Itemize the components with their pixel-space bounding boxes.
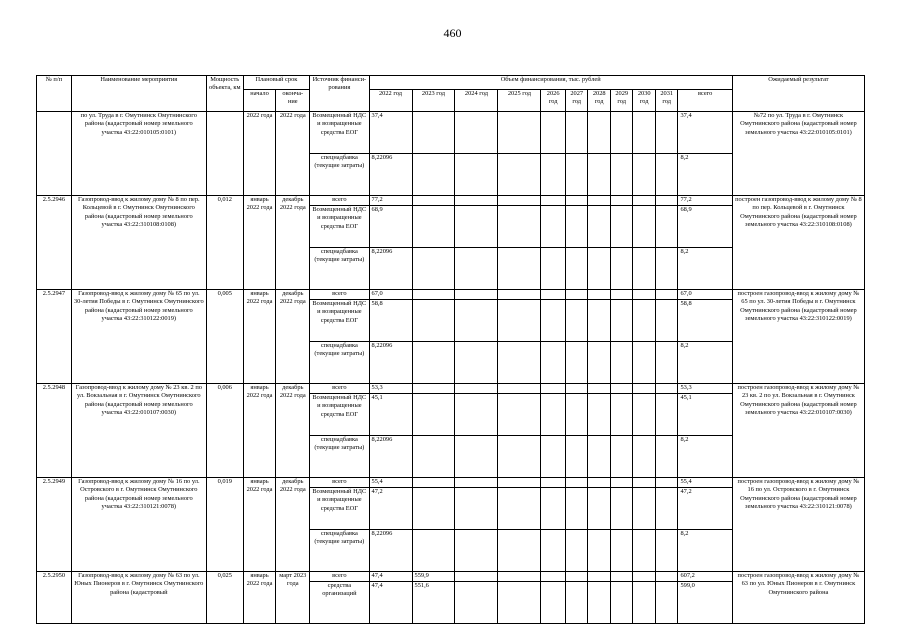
row-value-8: [633, 478, 656, 488]
table-row: [37, 572, 865, 582]
row-value-8: [633, 530, 656, 572]
row-value-9: [655, 300, 678, 342]
row-value-0: 67,0: [369, 290, 412, 300]
row-source: спецнадбавка (текущие затраты): [310, 248, 369, 290]
row-value-5: [565, 478, 588, 488]
row-value-8: [633, 582, 656, 624]
row-value-4: [541, 572, 566, 582]
row-total: 8,2: [678, 530, 732, 572]
row-capacity: 0,025: [206, 572, 243, 624]
header-year-3: 2025 год: [498, 90, 541, 112]
row-capacity: 0,012: [206, 196, 243, 290]
row-value-9: [655, 488, 678, 530]
row-value-6: [588, 154, 611, 196]
row-value-5: [565, 112, 588, 154]
row-start: январь 2022 года: [243, 196, 276, 290]
row-value-1: 551,6: [412, 582, 455, 624]
row-source: Возмещенный НДС и возвращенные средства ЕОГ: [310, 206, 369, 248]
row-result: построен газопровод-ввод к жилому дому № 65 по ул. 30-летия Победы в г. Омутнинск Омутнинского района (кадастровый номер земельного участка 43:22:310122:0019): [732, 290, 864, 384]
row-capacity: 0,019: [206, 478, 243, 572]
row-value-1: [412, 206, 455, 248]
row-value-7: [610, 488, 633, 530]
row-value-8: [633, 300, 656, 342]
row-total: 77,2: [678, 196, 732, 206]
header-period: Плановый срок: [243, 76, 310, 90]
row-value-0: 8,22096: [369, 436, 412, 478]
row-value-3: [498, 384, 541, 394]
row-source: всего: [310, 478, 369, 488]
row-value-1: [412, 154, 455, 196]
row-value-2: [455, 154, 498, 196]
row-value-0: 77,2: [369, 196, 412, 206]
row-value-8: [633, 154, 656, 196]
row-value-0: 58,8: [369, 300, 412, 342]
table-row: [37, 478, 865, 488]
header-year-0: 2022 год: [369, 90, 412, 112]
row-value-8: [633, 488, 656, 530]
header-total: всего: [678, 90, 732, 112]
row-value-7: [610, 394, 633, 436]
row-value-2: [455, 530, 498, 572]
row-value-3: [498, 206, 541, 248]
row-value-6: [588, 394, 611, 436]
row-end: декабрь 2022 года: [276, 196, 310, 290]
row-value-6: [588, 248, 611, 290]
row-source: Возмещенный НДС и возвращенные средства ЕОГ: [310, 488, 369, 530]
row-value-9: [655, 384, 678, 394]
row-number: [37, 112, 72, 196]
row-source: всего: [310, 290, 369, 300]
row-value-3: [498, 436, 541, 478]
row-value-2: [455, 342, 498, 384]
row-value-0: 47,4: [369, 572, 412, 582]
row-value-7: [610, 572, 633, 582]
row-total: 8,2: [678, 342, 732, 384]
table-row: [37, 112, 865, 154]
row-total: 53,3: [678, 384, 732, 394]
row-value-8: [633, 196, 656, 206]
financing-table: [36, 75, 865, 624]
row-value-9: [655, 112, 678, 154]
row-value-8: [633, 384, 656, 394]
row-value-5: [565, 488, 588, 530]
row-value-3: [498, 342, 541, 384]
header-source: Источник финанси-рования: [310, 76, 369, 112]
row-value-3: [498, 154, 541, 196]
row-value-7: [610, 154, 633, 196]
row-value-0: 47,4: [369, 582, 412, 624]
row-value-3: [498, 530, 541, 572]
row-value-9: [655, 572, 678, 582]
row-value-2: [455, 196, 498, 206]
row-value-9: [655, 290, 678, 300]
row-value-6: [588, 196, 611, 206]
row-value-2: [455, 488, 498, 530]
row-value-0: 55,4: [369, 478, 412, 488]
row-source: Возмещенный НДС и возвращенные средства ЕОГ: [310, 394, 369, 436]
row-value-4: [541, 488, 566, 530]
row-value-0: 8,22096: [369, 248, 412, 290]
header-start: начало: [243, 90, 276, 112]
row-value-2: [455, 300, 498, 342]
row-total: 55,4: [678, 478, 732, 488]
row-value-6: [588, 290, 611, 300]
row-value-1: [412, 196, 455, 206]
row-value-7: [610, 530, 633, 572]
row-value-8: [633, 394, 656, 436]
row-value-9: [655, 342, 678, 384]
row-name: Газопровод-ввод к жилому дому № 65 по ул. 30-летия Победы в г. Омутнинск Омутнинского района (кадастровый номер земельного участка 43:22:310122:0019): [71, 290, 206, 384]
row-result: №72 по ул. Труда в г. Омутнинск Омутнинского района (кадастровый номер земельного участка 43:22:010105:0101): [732, 112, 864, 196]
table-row: [37, 196, 865, 206]
row-value-3: [498, 290, 541, 300]
row-value-0: 37,4: [369, 112, 412, 154]
row-value-2: [455, 394, 498, 436]
row-value-6: [588, 300, 611, 342]
row-value-1: [412, 384, 455, 394]
row-value-9: [655, 478, 678, 488]
row-value-1: 559,9: [412, 572, 455, 582]
row-value-7: [610, 342, 633, 384]
row-value-3: [498, 300, 541, 342]
row-value-5: [565, 196, 588, 206]
row-source: всего: [310, 196, 369, 206]
row-value-1: [412, 112, 455, 154]
row-value-7: [610, 436, 633, 478]
row-value-8: [633, 206, 656, 248]
row-value-7: [610, 206, 633, 248]
row-value-6: [588, 582, 611, 624]
row-value-0: 53,3: [369, 384, 412, 394]
row-value-5: [565, 394, 588, 436]
row-value-8: [633, 290, 656, 300]
row-value-8: [633, 572, 656, 582]
row-value-1: [412, 530, 455, 572]
row-value-6: [588, 488, 611, 530]
row-value-4: [541, 582, 566, 624]
row-total: 47,2: [678, 488, 732, 530]
row-value-5: [565, 154, 588, 196]
row-value-1: [412, 394, 455, 436]
row-number: 2.5.2949: [37, 478, 72, 572]
row-value-5: [565, 582, 588, 624]
row-total: 8,2: [678, 154, 732, 196]
row-value-7: [610, 384, 633, 394]
row-value-8: [633, 248, 656, 290]
row-total: 67,0: [678, 290, 732, 300]
row-value-6: [588, 342, 611, 384]
row-source: средства организаций: [310, 582, 369, 624]
row-number: 2.5.2948: [37, 384, 72, 478]
row-value-2: [455, 582, 498, 624]
header-name: Наименование мероприятия: [71, 76, 206, 112]
row-total: 8,2: [678, 248, 732, 290]
row-value-4: [541, 206, 566, 248]
row-value-3: [498, 572, 541, 582]
row-value-1: [412, 488, 455, 530]
row-value-9: [655, 196, 678, 206]
table-row: [37, 384, 865, 394]
row-value-5: [565, 248, 588, 290]
row-value-2: [455, 248, 498, 290]
row-value-5: [565, 342, 588, 384]
row-end: 2022 года: [276, 112, 310, 196]
row-name: Газопровод-ввод к жилому дому № 23 кв. 2 по ул. Вокзальная в г. Омутнинск Омутнинского района (кадастровый номер земельного участка 43:22:010107:0030): [71, 384, 206, 478]
row-value-6: [588, 384, 611, 394]
row-value-5: [565, 384, 588, 394]
row-value-9: [655, 154, 678, 196]
row-value-9: [655, 248, 678, 290]
row-value-1: [412, 300, 455, 342]
row-value-0: 47,2: [369, 488, 412, 530]
header-end: оконча-ние: [276, 90, 310, 112]
row-number: 2.5.2947: [37, 290, 72, 384]
row-name: Газопровод-ввод к жилому дому № 16 по ул. Островского в г. Омутнинск Омутнинского района (кадастровый номер земельного участка 43:22:310121:0078): [71, 478, 206, 572]
row-value-6: [588, 112, 611, 154]
row-value-9: [655, 206, 678, 248]
row-value-3: [498, 478, 541, 488]
header-num: № п/п: [37, 76, 72, 112]
row-value-4: [541, 342, 566, 384]
row-value-7: [610, 478, 633, 488]
header-year-4: 2026 год: [541, 90, 566, 112]
row-value-0: 8,22096: [369, 342, 412, 384]
row-value-3: [498, 394, 541, 436]
row-value-1: [412, 290, 455, 300]
row-value-4: [541, 154, 566, 196]
row-value-2: [455, 384, 498, 394]
header-year-9: 2031 год: [655, 90, 678, 112]
row-total: 68,9: [678, 206, 732, 248]
row-source: спецнадбавка (текущие затраты): [310, 154, 369, 196]
row-value-7: [610, 196, 633, 206]
row-value-2: [455, 290, 498, 300]
row-source: спецнадбавка (текущие затраты): [310, 530, 369, 572]
row-value-6: [588, 478, 611, 488]
row-start: январь 2022 года: [243, 478, 276, 572]
row-value-9: [655, 436, 678, 478]
row-capacity: [206, 112, 243, 196]
row-value-9: [655, 582, 678, 624]
row-name: по ул. Труда в г. Омутнинск Омутнинского района (кадастровый номер земельного участка 43:22:010105:0101): [71, 112, 206, 196]
row-value-1: [412, 248, 455, 290]
header-volume: Объем финансирования, тыс. рублей: [369, 76, 732, 90]
row-result: построен газопровод-ввод к жилому дому № 23 кв. 2 по ул. Вокзальная в г. Омутнинск Омутнинского района (кадастровый номер земельного участка 43:22:010107:0030): [732, 384, 864, 478]
header-year-7: 2029 год: [610, 90, 633, 112]
row-start: январь 2022 года: [243, 290, 276, 384]
row-value-2: [455, 206, 498, 248]
row-end: декабрь 2022 года: [276, 478, 310, 572]
row-source: всего: [310, 384, 369, 394]
row-value-5: [565, 290, 588, 300]
row-value-2: [455, 572, 498, 582]
row-value-8: [633, 342, 656, 384]
row-value-7: [610, 290, 633, 300]
row-capacity: 0,005: [206, 290, 243, 384]
row-start: 2022 года: [243, 112, 276, 196]
table-header: [37, 76, 865, 112]
row-total: 599,0: [678, 582, 732, 624]
row-result: построен газопровод-ввод к жилому дому № 16 по ул. Островского в г. Омутнинск Омутнинского района (кадастровый номер земельного участка 43:22:310121:0078): [732, 478, 864, 572]
row-total: 58,8: [678, 300, 732, 342]
row-number: 2.5.2946: [37, 196, 72, 290]
row-value-0: 8,22096: [369, 530, 412, 572]
row-value-7: [610, 300, 633, 342]
header-year-8: 2030 год: [633, 90, 656, 112]
row-value-2: [455, 478, 498, 488]
row-value-9: [655, 530, 678, 572]
row-value-4: [541, 196, 566, 206]
table-body: [37, 112, 865, 624]
header-capacity: Мощность объекта, км: [206, 76, 243, 112]
row-total: 45,1: [678, 394, 732, 436]
header-year-1: 2023 год: [412, 90, 455, 112]
row-value-4: [541, 112, 566, 154]
row-value-1: [412, 342, 455, 384]
row-source: Возмещенный НДС и возвращенные средства ЕОГ: [310, 112, 369, 154]
row-value-3: [498, 582, 541, 624]
header-year-6: 2028 год: [588, 90, 611, 112]
row-source: Возмещенный НДС и возвращенные средства ЕОГ: [310, 300, 369, 342]
row-number: 2.5.2950: [37, 572, 72, 624]
row-value-5: [565, 572, 588, 582]
row-value-5: [565, 530, 588, 572]
row-value-3: [498, 112, 541, 154]
row-value-8: [633, 436, 656, 478]
header-year-2: 2024 год: [455, 90, 498, 112]
row-value-3: [498, 248, 541, 290]
header-result: Ожидаемый результат: [732, 76, 864, 112]
row-value-5: [565, 206, 588, 248]
header-year-5: 2027 год: [565, 90, 588, 112]
row-value-4: [541, 436, 566, 478]
row-value-8: [633, 112, 656, 154]
row-value-3: [498, 488, 541, 530]
row-value-1: [412, 478, 455, 488]
row-value-0: 45,1: [369, 394, 412, 436]
row-end: декабрь 2022 года: [276, 290, 310, 384]
row-value-4: [541, 478, 566, 488]
row-value-4: [541, 300, 566, 342]
row-value-6: [588, 572, 611, 582]
row-value-6: [588, 436, 611, 478]
table-row: [37, 290, 865, 300]
row-value-4: [541, 248, 566, 290]
row-value-7: [610, 112, 633, 154]
row-result: построен газопровод-ввод к жилому дому № 8 по пер. Кольцевой в г. Омутнинск Омутнинского района (кадастровый номер земельного участка 43:22:310108:0108): [732, 196, 864, 290]
row-value-6: [588, 530, 611, 572]
row-value-4: [541, 394, 566, 436]
row-start: январь 2022 года: [243, 384, 276, 478]
row-name: Газопровод-ввод к жилому дому № 8 по пер. Кольцевой в г. Омутнинск Омутнинского района (кадастровый номер земельного участка 43:22:310108:0108): [71, 196, 206, 290]
row-source: спецнадбавка (текущие затраты): [310, 342, 369, 384]
row-end: март 2023 года: [276, 572, 310, 624]
row-end: декабрь 2022 года: [276, 384, 310, 478]
row-value-3: [498, 196, 541, 206]
row-value-4: [541, 290, 566, 300]
row-source: всего: [310, 572, 369, 582]
row-value-7: [610, 248, 633, 290]
row-start: январь 2022 года: [243, 572, 276, 624]
row-value-7: [610, 582, 633, 624]
row-value-0: 8,22096: [369, 154, 412, 196]
row-value-5: [565, 300, 588, 342]
row-value-2: [455, 112, 498, 154]
row-total: 607,2: [678, 572, 732, 582]
row-value-0: 68,9: [369, 206, 412, 248]
row-value-5: [565, 436, 588, 478]
row-result: построен газопровод-ввод к жилому дому № 63 по ул. Юных Пионеров в г. Омутнинск Омутнинского района: [732, 572, 864, 624]
row-total: 8,2: [678, 436, 732, 478]
row-value-1: [412, 436, 455, 478]
row-capacity: 0,006: [206, 384, 243, 478]
row-value-2: [455, 436, 498, 478]
row-source: спецнадбавка (текущие затраты): [310, 436, 369, 478]
row-value-4: [541, 384, 566, 394]
row-total: 37,4: [678, 112, 732, 154]
page-number: 460: [443, 26, 462, 40]
row-value-9: [655, 394, 678, 436]
row-value-6: [588, 206, 611, 248]
row-value-4: [541, 530, 566, 572]
row-name: Газопровод-ввод к жилому дому № 63 по ул. Юных Пионеров в г. Омутнинск Омутнинского района (кадастровый: [71, 572, 206, 624]
